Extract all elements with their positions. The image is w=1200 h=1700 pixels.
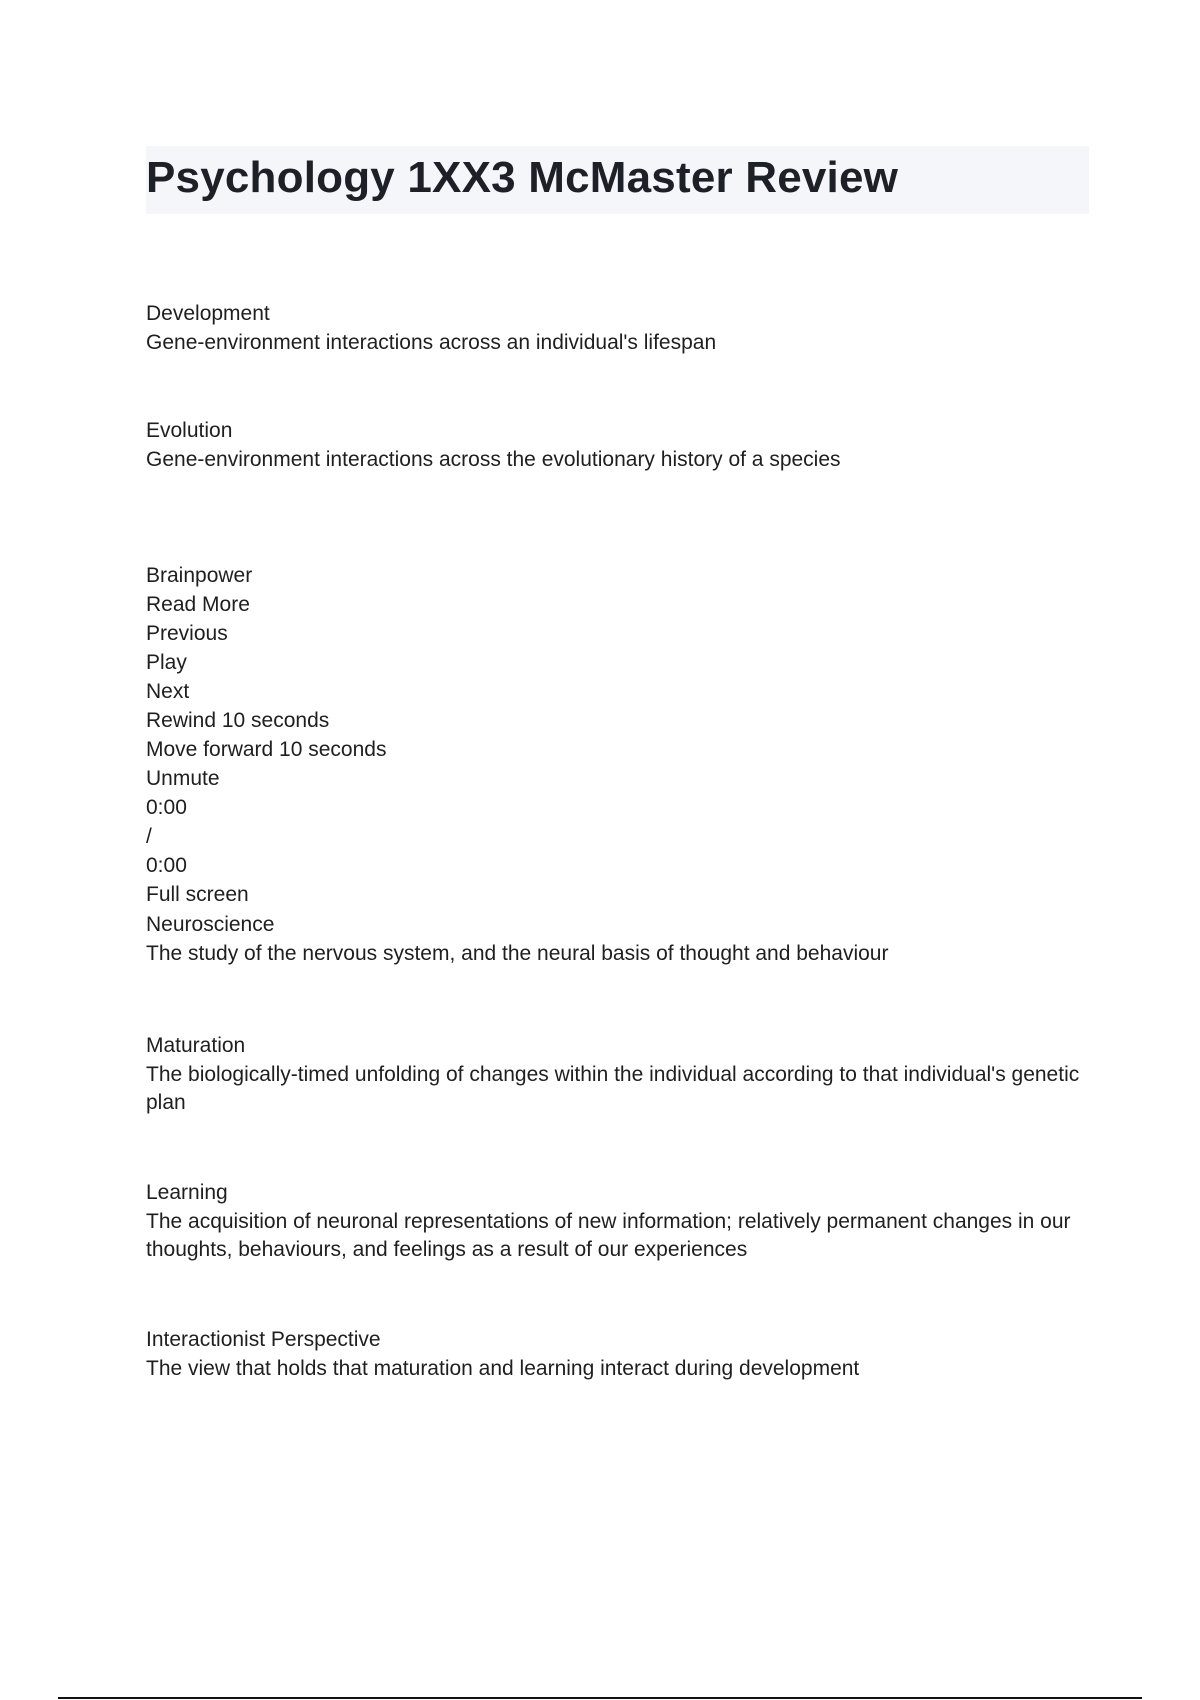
duration: 0:00 [146, 854, 187, 877]
term-definition: The study of the nervous system, and the neural basis of thought and behaviour [146, 941, 889, 965]
read-more-button[interactable]: Read More [146, 593, 250, 616]
term-name: Learning [146, 1181, 228, 1204]
play-button[interactable]: Play [146, 651, 187, 674]
term-name: Interactionist Perspective [146, 1328, 381, 1351]
media-player-text [146, 561, 546, 909]
term-definition: Gene-environment interactions across an individual's lifespan [146, 330, 717, 354]
term-name: Development [146, 302, 270, 325]
term-entry-development [146, 300, 1096, 357]
term-definition: The biologically-timed unfolding of changes within the individual according to that individual's genetic plan [146, 1062, 1080, 1114]
previous-button[interactable]: Previous [146, 622, 228, 645]
footer-divider [58, 1697, 1142, 1699]
term-entry-neuroscience [146, 911, 1096, 968]
term-entry-maturation [146, 1032, 1096, 1118]
time-separator: / [146, 825, 152, 848]
term-definition: The view that holds that maturation and learning interact during development [146, 1356, 860, 1380]
term-definition: Gene-environment interactions across the evolutionary history of a species [146, 447, 841, 471]
full-screen-button[interactable]: Full screen [146, 883, 249, 906]
term-entry-learning [146, 1179, 1096, 1265]
current-time: 0:00 [146, 796, 187, 819]
term-entry-evolution [146, 417, 1096, 474]
term-name: Neuroscience [146, 913, 275, 936]
player-brand: Brainpower [146, 564, 253, 587]
term-definition: The acquisition of neuronal representations of new information; relatively permanent changes in our thoughts, behaviours, and feelings as a result of our experiences [146, 1209, 1071, 1261]
forward-button[interactable]: Move forward 10 seconds [146, 738, 387, 761]
rewind-button[interactable]: Rewind 10 seconds [146, 709, 330, 732]
page-title: Psychology 1XX3 McMaster Review [146, 153, 899, 202]
unmute-button[interactable]: Unmute [146, 767, 220, 790]
term-name: Evolution [146, 419, 233, 442]
term-entry-interactionist-perspective [146, 1326, 1096, 1383]
term-name: Maturation [146, 1034, 246, 1057]
next-button[interactable]: Next [146, 680, 190, 703]
